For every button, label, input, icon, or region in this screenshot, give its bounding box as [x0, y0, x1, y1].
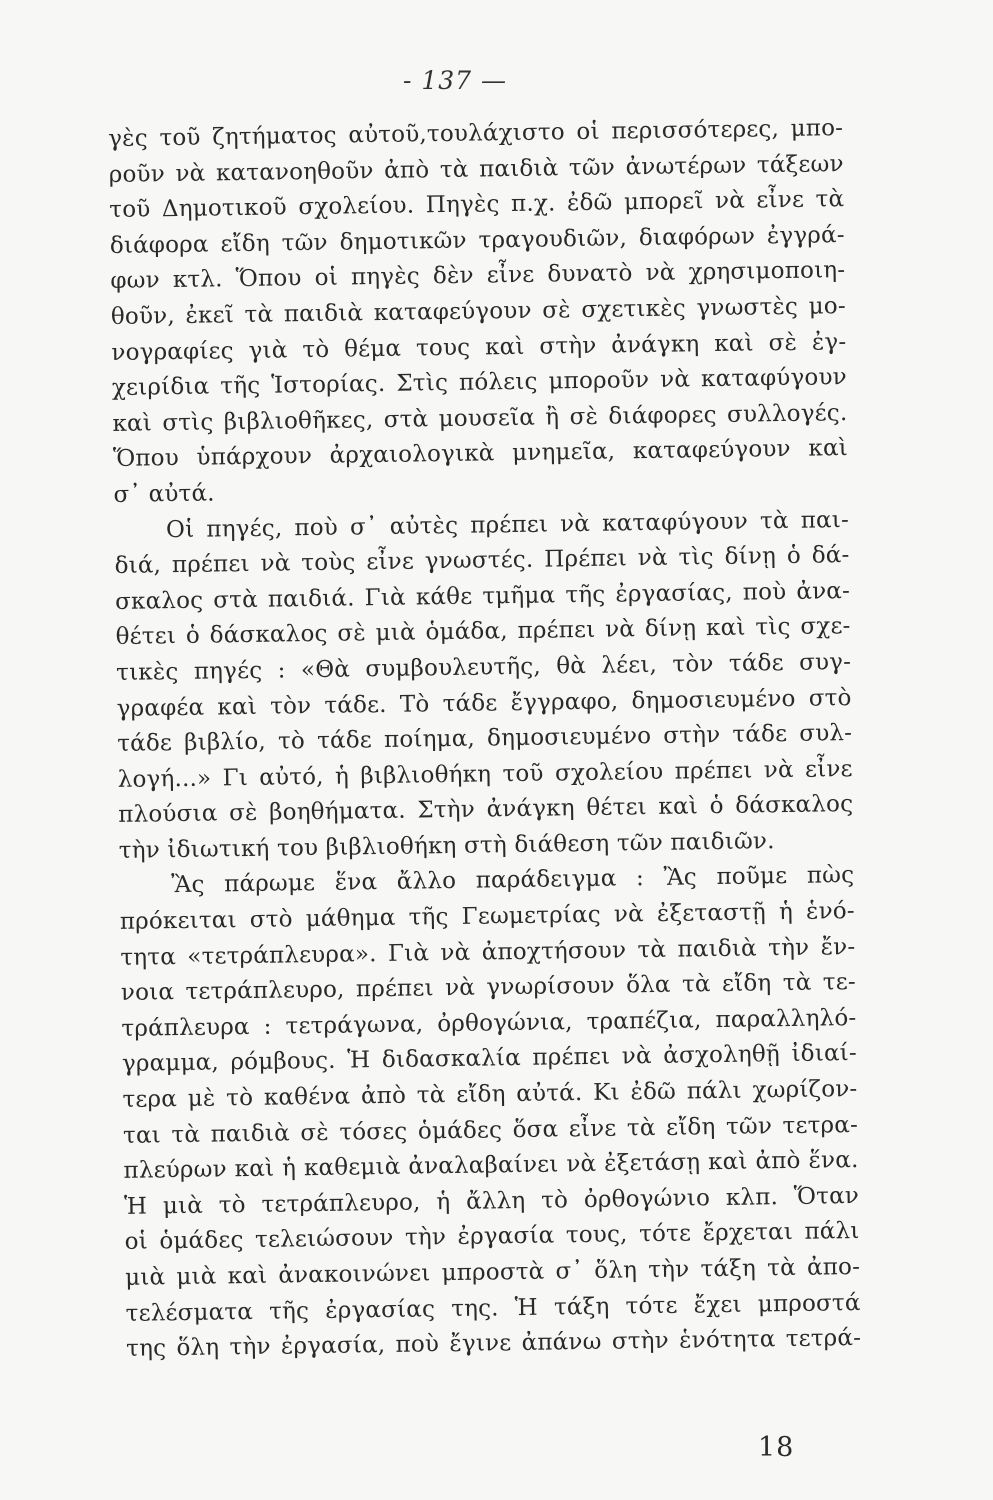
text-line: καὶ στὶς βιβλιοθῆκες, στὰ μουσεῖα ἢ σὲ διάφορες συλλογές.	[112, 399, 848, 437]
text-line: διάφορα εἴδη τῶν δημοτικῶν τραγουδιῶν, διαφόρων ἐγγρά-	[109, 221, 845, 259]
text-line: διά, πρέπει νὰ τοὺς εἶνε γνωστές. Πρέπει νὰ τὶς δίνῃ ὁ δά-	[114, 542, 850, 580]
text-line: τράπλευρα : τετράγωνα, ὀρθογώνια, τραπέζια, παραλληλό-	[121, 1004, 857, 1042]
text-line: μιὰ μιὰ καὶ ἀνακοινώνει μπροστὰ σ᾽ ὅλη τὴν τάξη τὰ ἀπο-	[124, 1253, 861, 1291]
text-line: σ᾽ αὐτά.	[113, 480, 215, 508]
page-number: - 137 —	[402, 66, 508, 95]
text-line: γραμμα, ρόμβους. Ἡ διδασκαλία πρέπει νὰ ἀσχοληθῇ ἰδιαί-	[121, 1040, 858, 1078]
text-line: τοῦ Δημοτικοῦ σχολείου. Πηγὲς π.χ. ἐδῶ μπορεῖ νὰ εἶνε τὰ	[109, 186, 845, 224]
body-text	[108, 111, 861, 1368]
text-line: Ἡ μιὰ τὸ τετράπλευρο, ἡ ἄλλη τὸ ὀρθογώνιο κλπ. Ὅταν	[123, 1182, 860, 1220]
text-line: γὲς τοῦ ζητήματος αὐτοῦ,τουλάχιστο οἱ περισσότερες, μπο-	[108, 115, 844, 152]
text-line: φων κτλ. Ὅπου οἱ πηγὲς δὲν εἶνε δυνατὸ νὰ χρησιμοποιη-	[110, 257, 846, 295]
text-line: νοια τετράπλευρο, πρέπει νὰ γνωρίσουν ὅλα τὰ εἴδη τὰ τε-	[120, 969, 857, 1007]
text-line: πρόκειται στὸ μάθημα τῆς Γεωμετρίας νὰ ἐξεταστῇ ἡ ἑνό-	[119, 898, 855, 935]
text-line: τικὲς πηγές : «Θὰ συμβουλευτῆς, θὰ λέει, τὸν τάδε συγ-	[115, 648, 852, 686]
signature-mark: 18	[758, 1432, 795, 1463]
text-line: πλούσια σὲ βοηθήματα. Στὴν ἀνάγκη θέτει καὶ ὁ δάσκαλος	[118, 791, 854, 829]
text-line: πλεύρων καὶ ἡ καθεμιὰ ἀναλαβαίνει νὰ ἐξετάσῃ καὶ ἀπὸ ἕνα.	[123, 1147, 859, 1185]
text-line: ται τὰ παιδιὰ σὲ τόσες ὁμάδες ὅσα εἶνε τὰ εἴδη τῶν τετρα-	[122, 1111, 859, 1149]
text-line: τερα μὲ τὸ καθένα ἀπὸ τὰ εἴδη αὐτά. Κι ἐδῶ πάλι χωρίζον-	[122, 1076, 858, 1113]
text-line: τητα «τετράπλευρα». Γιὰ νὰ ἀποχτήσουν τὰ παιδιὰ τὴν ἔν-	[120, 933, 856, 971]
text-line: Ἂς πάρωμε ἕνα ἄλλο παράδειγμα : Ἂς ποῦμε πὼς	[171, 862, 855, 899]
text-line: ροῦν νὰ κατανοηθοῦν ἀπὸ τὰ παιδιὰ τῶν ἀνωτέρων τάξεων	[108, 150, 844, 188]
text-line: τάδε βιβλίο, τὸ τάδε ποίημα, δημοσιευμένο στὴν τάδε συλ-	[117, 720, 853, 758]
text-line: χειρίδια τῆς Ἱστορίας. Στὶς πόλεις μποροῦν νὰ καταφύγουν	[111, 364, 848, 402]
text-line: θέτει ὁ δάσκαλος σὲ μιὰ ὁμάδα, πρέπει νὰ δίνῃ καὶ τὶς σχε-	[115, 613, 851, 651]
text-line: Οἱ πηγές, ποὺ σ᾽ αὐτὲς πρέπει νὰ καταφύγουν τὰ παι-	[165, 506, 850, 543]
text-line: σκαλος στὰ παιδιά. Γιὰ κάθε τμῆμα τῆς ἐργασίας, ποὺ ἀνα-	[114, 577, 851, 615]
text-line: θοῦν, ἐκεῖ τὰ παιδιὰ καταφεύγουν σὲ σχετικὲς γνωστὲς μο-	[110, 293, 847, 330]
text-line: Ὅπου ὑπάρχουν ἀρχαιολογικὰ μνημεῖα, καταφεύγουν καὶ	[112, 435, 849, 473]
text-line: νογραφίες γιὰ τὸ θέμα τους καὶ στὴν ἀνάγκη καὶ σὲ ἐγ-	[111, 328, 847, 366]
text-line: της ὅλη τὴν ἐργασία, ποὺ ἔγινε ἀπάνω στὴν ἑνότητα τετρά-	[126, 1325, 862, 1363]
text-line: τὴν ἰδιωτική του βιβλιοθήκη στὴ διάθεση τῶν παιδιῶν.	[118, 828, 775, 864]
text-line: γραφέα καὶ τὸν τάδε. Τὸ τάδε ἔγγραφο, δημοσιευμένο στὸ	[116, 684, 852, 722]
text-line: οἱ ὁμάδες τελειώσουν τὴν ἐργασία τους, τότε ἔρχεται πάλι	[124, 1218, 860, 1256]
text-line: τελέσματα τῆς ἐργασίας της. Ἡ τάξη τότε ἔχει μπροστά	[125, 1289, 861, 1327]
text-line: λογή...» Γι αὐτό, ἡ βιβλιοθήκη τοῦ σχολείου πρέπει νὰ εἶνε	[117, 755, 853, 793]
